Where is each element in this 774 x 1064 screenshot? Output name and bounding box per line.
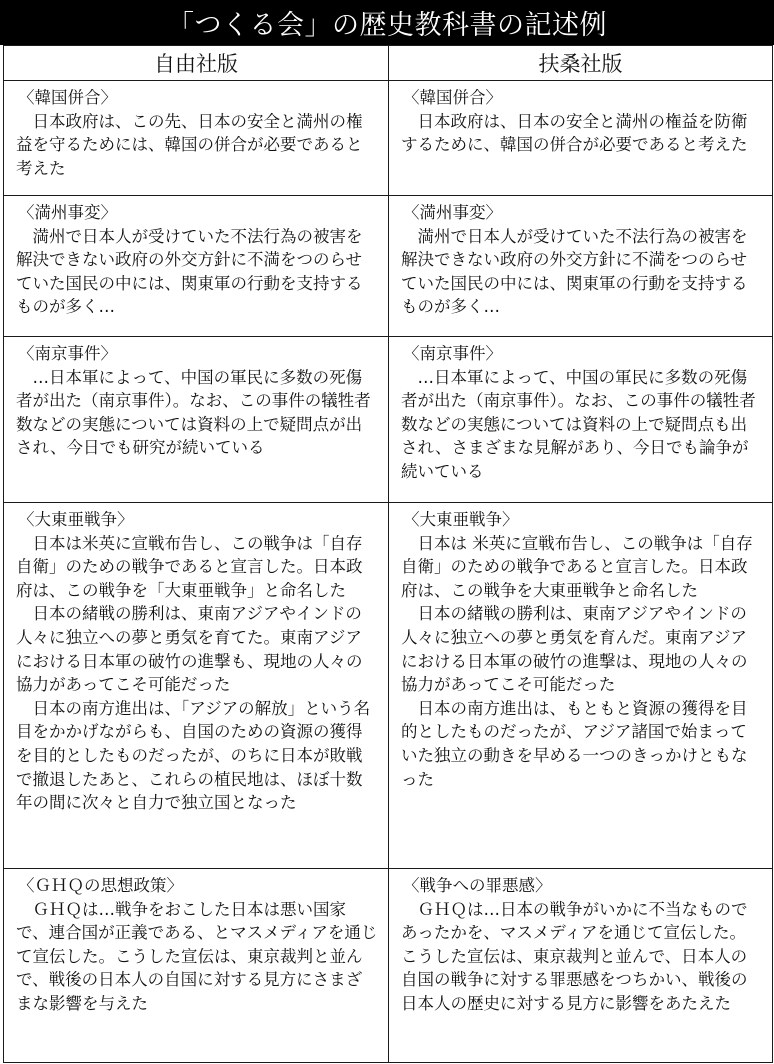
entry-heading: 〈韓国併合〉 bbox=[18, 88, 117, 107]
entry-heading: 〈戦争への罪悪感〉 bbox=[403, 876, 552, 895]
entry-paragraph: 日本は 米英に宣戦布告し、この戦争は「自存自衛」のための戦争であると宣言した。日本政府は、この戦争を大東亜戦争と命名した bbox=[401, 533, 753, 600]
column-header-fusosha: 扶桑社版 bbox=[389, 46, 773, 81]
entry-heading: 〈韓国併合〉 bbox=[403, 88, 502, 107]
entry-heading: 〈大東亜戦争〉 bbox=[18, 510, 134, 529]
jiyusha-cell bbox=[4, 81, 389, 196]
column-header-jiyusha: 自由社版 bbox=[4, 46, 389, 81]
entry-paragraph: …日本軍によって、中国の軍民に多数の死傷者が出た（南京事件）。なお、この事件の犠牲者数などの実態については資料の上で疑問点が出され、今日でも研究が続いている bbox=[16, 367, 371, 458]
fusosha-cell bbox=[389, 869, 773, 1063]
table-row bbox=[4, 503, 773, 869]
entry-paragraph: 満州で日本人が受けていた不法行為の被害を解決できない政府の外交方針に不満をつのらせていた国民の中には、関東軍の行動を支持するものが多く… bbox=[16, 226, 363, 317]
entry-paragraph: …日本軍によって、中国の軍民に多数の死傷者が出た（南京事件）。なお、この事件の犠牲者数などの実態については資料の上で疑問点も出され、さまざまな見解があり、今日でも論争が続いている bbox=[401, 367, 756, 481]
entry-paragraph: 日本の緒戦の勝利は、東南アジアやインドの人々に独立への夢と勇気を育てた。東南アジアにおける日本軍の破竹の進撃も、現地の人々の協力があってこそ可能だった bbox=[16, 604, 363, 695]
entry-heading: 〈南京事件〉 bbox=[403, 344, 502, 363]
entry-paragraph: 日本の南方進出は、もともと資源の獲得を目的としたものだったが、アジア諸国で始まっていた独立の動きを早める一つのきっかけともなった bbox=[401, 698, 748, 789]
table-row bbox=[4, 337, 773, 503]
table-row bbox=[4, 196, 773, 337]
entry-heading: 〈満州事変〉 bbox=[403, 203, 502, 222]
jiyusha-cell bbox=[4, 869, 389, 1063]
entry-paragraph: 日本政府は、この先、日本の安全と満州の権益を守るためには、韓国の併合が必要であると考えた bbox=[16, 111, 363, 178]
jiyusha-cell bbox=[4, 337, 389, 503]
entry-paragraph: 日本は米英に宣戦布告し、この戦争は「自存自衛」のための戦争であると宣言した。日本政府は、この戦争を「大東亜戦争」と命名した bbox=[16, 533, 363, 600]
entry-heading: 〈満州事変〉 bbox=[18, 203, 117, 222]
entry-paragraph: 満州で日本人が受けていた不法行為の被害を解決できない政府の外交方針に不満をつのらせていた国民の中には、関東軍の行動を支持するものが多く… bbox=[401, 226, 748, 317]
fusosha-cell bbox=[389, 81, 773, 196]
entry-paragraph: ＧＨＱは…日本の戦争がいかに不当なものであったかを、マスメディアを通じて宣伝した。こうした宣伝は、東京裁判と並んで、日本人の自国の戦争に対する罪悪感をつちかい、戦後の日本人の歴史に対する見方に影響をあたえた bbox=[401, 899, 748, 1013]
jiyusha-cell bbox=[4, 503, 389, 869]
jiyusha-cell bbox=[4, 196, 389, 337]
entry-heading: 〈南京事件〉 bbox=[18, 344, 117, 363]
entry-paragraph: 日本の緒戦の勝利は、東南アジアやインドの人々に独立への夢と勇気を育んだ。東南アジアにおける日本軍の破竹の進撃は、現地の人々の協力があってこそ可能だった bbox=[401, 604, 748, 695]
comparison-table bbox=[3, 45, 773, 1063]
fusosha-cell bbox=[389, 503, 773, 869]
page-title: 「つくる会」の歴史教科書の記述例 bbox=[0, 0, 774, 45]
entry-heading: 〈大東亜戦争〉 bbox=[403, 510, 519, 529]
entry-paragraph: 日本政府は、日本の安全と満州の権益を防衛するために、韓国の併合が必要であると考えた bbox=[401, 111, 748, 155]
entry-paragraph: ＧＨＱは…戦争をおこした日本は悪い国家で、連合国が正義である、とマスメディアを通じて宣伝した。こうした宣伝は、東京裁判と並んで、戦後の日本人の自国に対する見方にさまざまな影響を与えた bbox=[16, 899, 378, 1013]
table-row bbox=[4, 869, 773, 1063]
table-row bbox=[4, 81, 773, 196]
column-header-row bbox=[4, 46, 773, 81]
entry-paragraph: 日本の南方進出は、「アジアの解放」という名目をかかげながらも、自国のための資源の獲得を目的としたものだったが、のちに日本が敗戦で撤退したあと、これらの植民地は、ほぼ十数年の間に次々と自力で独立国となった bbox=[16, 698, 371, 813]
fusosha-cell bbox=[389, 337, 773, 503]
fusosha-cell bbox=[389, 196, 773, 337]
entry-heading: 〈ＧＨＱの思想政策〉 bbox=[18, 876, 183, 895]
